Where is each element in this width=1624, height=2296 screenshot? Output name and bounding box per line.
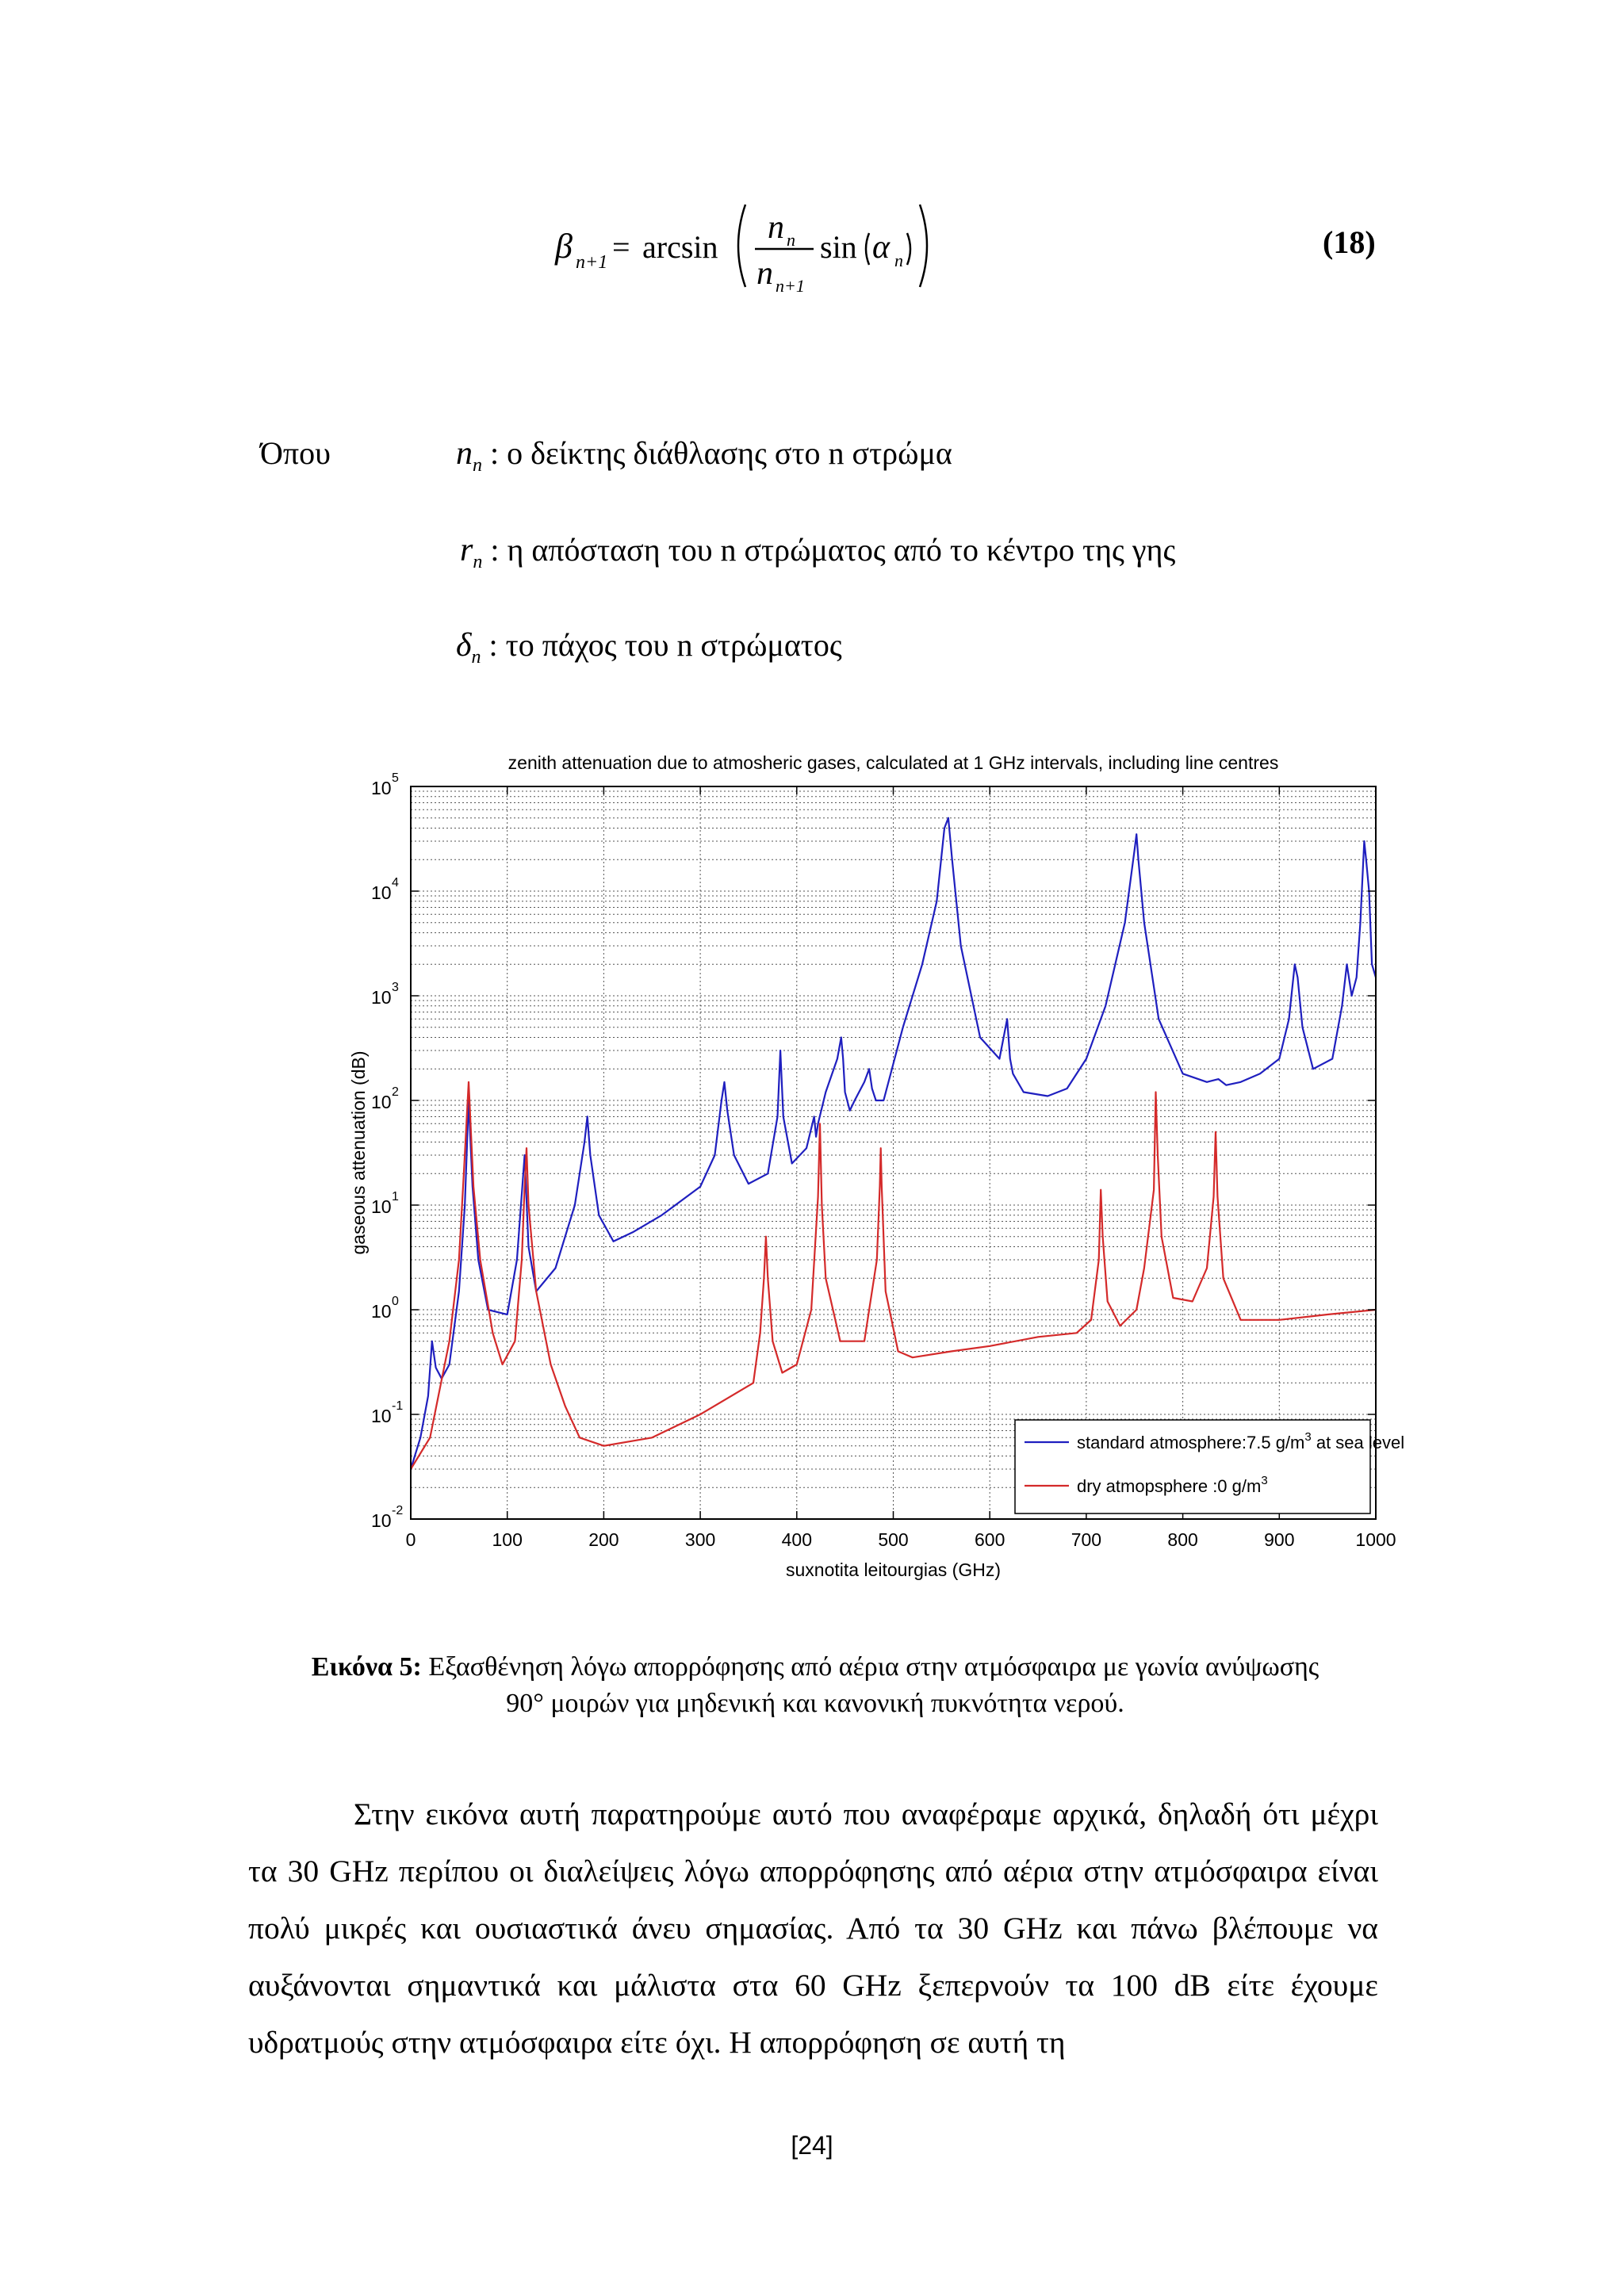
chart-title: zenith attenuation due to atmosheric gases, calculated at 1 GHz intervals, including line centres: [508, 752, 1279, 773]
eq-alpha: α: [872, 229, 891, 266]
figure-caption: [252, 1649, 1378, 1722]
eq-denominator: n: [756, 255, 773, 292]
y-tick-exponent: -1: [392, 1399, 404, 1413]
eq-sin: sin: [820, 229, 857, 265]
y-axis-label: gaseous attenuation (dB): [348, 1050, 369, 1255]
eq-inner-right-paren: [907, 233, 910, 265]
definition-subscript: n: [471, 647, 481, 668]
y-tick-exponent: 5: [392, 771, 399, 785]
y-tick-label: 10: [371, 1406, 392, 1426]
x-axis-label: suxnotita leitourgias (GHz): [786, 1559, 1001, 1580]
equation-number: (18): [1323, 224, 1376, 260]
x-tick-label: 100: [492, 1529, 523, 1550]
x-tick-label: 400: [781, 1529, 812, 1550]
eq-beta: β: [555, 227, 573, 266]
body-paragraph: Στην εικόνα αυτή παρατηρούμε αυτό που αναφέραμε αρχικά, δηλαδή ότι μέχρι τα 30 GHz περίπου οι διαλείψεις λόγω απορρόφησης από αέρια στην ατμόσφαιρα είναι πολύ μικρές και ουσιαστικά άνευ σημασίας. Από τα 30 GHz και πάνω βλέπουμε να αυξάνονται σημαντικά και μάλιστα στα 60 GHz ξεπερνούν τα 100 dB είτε έχουμε υδρατμούς στην ατμόσφαιρα είτε όχι. Η απορρόφηση σε αυτή τη: [248, 1797, 1378, 2060]
where-label: Όπου: [260, 435, 331, 471]
y-tick-exponent: 3: [392, 981, 399, 994]
y-tick-label: 10: [371, 1092, 392, 1112]
equation-18: [555, 190, 967, 309]
y-tick-exponent: 2: [392, 1085, 399, 1099]
legend-label-0: standard atmosphere:7.5 $g/m^3$ at sea level: [1077, 1430, 1405, 1452]
eq-alpha-sub: n: [894, 251, 903, 270]
eq-right-paren: [920, 205, 927, 287]
x-tick-label: 500: [878, 1529, 909, 1550]
definition-r: [460, 531, 1175, 573]
x-tick-label: 600: [975, 1529, 1005, 1550]
definition-text: : το πάχος του n στρώματος: [488, 627, 842, 663]
x-tick-label: 1000: [1355, 1529, 1396, 1550]
x-tick-label: 200: [588, 1529, 619, 1550]
eq-numerator-sub: n: [787, 230, 795, 250]
definition-n: [456, 434, 952, 476]
definition-symbol: δ: [456, 627, 472, 664]
definition-delta: [456, 626, 842, 668]
eq-inner-left-paren: [866, 233, 869, 265]
y-tick-label: 10: [371, 987, 392, 1008]
x-tick-label: 0: [405, 1529, 416, 1550]
definition-symbol: n: [456, 435, 473, 472]
y-tick-label: 10: [371, 882, 392, 903]
x-tick-label: 900: [1264, 1529, 1295, 1550]
definition-subscript: n: [473, 455, 482, 476]
y-tick-exponent: 1: [392, 1190, 399, 1203]
y-tick-exponent: 4: [392, 876, 399, 890]
y-tick-label: 10: [371, 1510, 392, 1531]
eq-numerator: n: [768, 209, 784, 246]
caption-line-1: Εξασθένηση λόγω απορρόφησης από αέρια στην ατμόσφαιρα με γωνία ανύψωσης: [421, 1652, 1320, 1682]
y-tick-label: 10: [371, 1301, 392, 1322]
eq-denominator-sub: n+1: [776, 276, 805, 296]
y-tick-exponent: -2: [392, 1504, 404, 1517]
eq-left-paren: [738, 205, 745, 287]
eq-arcsin: arcsin: [642, 229, 718, 265]
x-tick-label: 800: [1167, 1529, 1198, 1550]
caption-label: Εικόνα 5:: [311, 1652, 422, 1682]
x-tick-label: 300: [684, 1529, 716, 1550]
eq-equals: =: [612, 229, 630, 265]
attenuation-chart: [347, 745, 1406, 1587]
y-tick-exponent: 0: [392, 1295, 399, 1308]
y-tick-label: 10: [371, 778, 392, 798]
page-number: [24]: [791, 2131, 833, 2160]
definition-text: : ο δείκτης διάθλασης στο n στρώμα: [490, 435, 952, 471]
eq-beta-sub: n+1: [576, 252, 608, 273]
x-tick-label: 700: [1071, 1529, 1102, 1550]
definition-symbol: r: [460, 532, 473, 568]
definition-text: : η απόσταση του n στρώματος από το κέντρο της γης: [490, 532, 1176, 568]
caption-line-2: 90° μοιρών για μηδενική και κανονική πυκνότητα νερού.: [506, 1689, 1124, 1718]
y-tick-label: 10: [371, 1196, 392, 1217]
legend-label-1: dry atmopsphere :0 $g/m^3$: [1077, 1474, 1268, 1496]
definition-subscript: n: [473, 552, 483, 572]
